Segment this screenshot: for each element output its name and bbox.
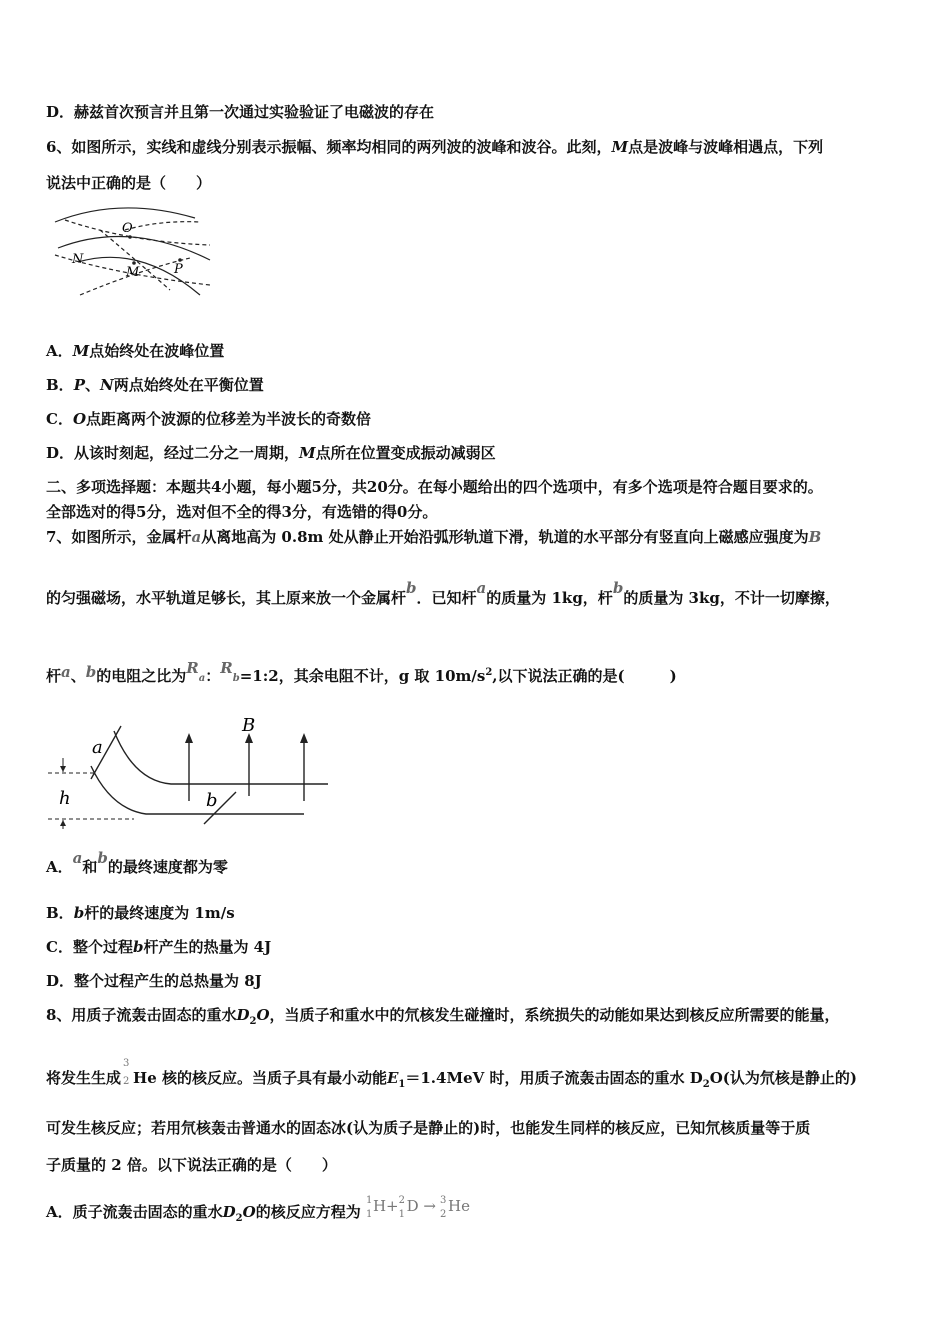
q6-opt-c-text: 点距离两个波源的位移差为半波长的奇数倍 bbox=[86, 410, 372, 428]
q6-stem-line1 bbox=[46, 137, 823, 157]
q8-text-4: 子质量的 2 倍。以下说法正确的是（ ） bbox=[46, 1156, 337, 1174]
q8-text-1b: ，当质子和重水中的氘核发生碰撞时，系统损失的动能如果达到核反应所需要的能量， bbox=[269, 1006, 840, 1024]
q7-text-1b: 从离地高为 0.8m 处从静止开始沿弧形轨道下滑，轨道的水平部分有竖直向上磁感应强度为 bbox=[201, 528, 809, 546]
q8-text-2b: He 核的核反应。当质子具有最小动能 bbox=[133, 1069, 387, 1087]
label-p: P bbox=[174, 262, 183, 277]
q7-stem-line3 bbox=[46, 659, 677, 689]
q7-opt-b-letter: B． bbox=[46, 904, 74, 922]
q8-stem-line1 bbox=[46, 1005, 840, 1032]
q8-eq-x2: D → bbox=[406, 1197, 436, 1215]
q6-wave-figure bbox=[50, 200, 220, 310]
label-m: M bbox=[126, 265, 140, 280]
q6-opt-a-text: 点始终处在波峰位置 bbox=[89, 342, 225, 360]
q6-stem-line2 bbox=[46, 173, 211, 193]
q6-option-b bbox=[46, 375, 264, 395]
q8-sub-2: 2 bbox=[249, 1016, 257, 1027]
q8-opt-a-o: O bbox=[242, 1203, 256, 1221]
q6-opt-c-var: O bbox=[72, 410, 87, 428]
q7-text-3c: =1:2，其余电阻不计，g 取 10m/s bbox=[239, 667, 486, 685]
q7-option-a bbox=[46, 849, 228, 877]
q5-option-d bbox=[46, 102, 434, 122]
q8-eq-x3: He bbox=[447, 1197, 470, 1215]
q8-d: D bbox=[236, 1006, 250, 1024]
q8-text-2d: O(认为氘核是静止的) bbox=[709, 1069, 857, 1087]
q6-option-d bbox=[46, 443, 496, 463]
q5-option-d-text: D．赫兹首次预言并且第一次通过实验验证了电磁波的存在 bbox=[46, 103, 435, 121]
q8-o: O bbox=[256, 1006, 270, 1024]
q7-var-b-2: b bbox=[612, 579, 624, 597]
q7-stem-line1 bbox=[46, 527, 821, 547]
label-b-field: B bbox=[242, 715, 256, 736]
q7-opt-a-and: 和 bbox=[82, 858, 98, 876]
q7-opt-a-text: 的最终速度都为零 bbox=[107, 858, 228, 876]
q7-var-a-2: a bbox=[476, 579, 487, 597]
q7-opt-a-var-b: b bbox=[97, 849, 108, 867]
q8-text-1a: 8、用质子流轰击固态的重水 bbox=[46, 1006, 237, 1024]
label-n: N bbox=[72, 252, 84, 267]
q7-var-r-b: R bbox=[220, 659, 233, 677]
q8-opt-a-d: D bbox=[222, 1203, 236, 1221]
q7-opt-c-var: b bbox=[132, 938, 144, 956]
q6-opt-b-letter: B． bbox=[46, 376, 74, 394]
section2-line2 bbox=[46, 502, 437, 522]
q8-sub-1: 1 bbox=[398, 1079, 406, 1090]
q8-he-z: 2 bbox=[123, 1076, 130, 1087]
q7-opt-a-var-a: a bbox=[72, 849, 83, 867]
q6-opt-d-text-pre: D．从该时刻起，经过二分之一周期， bbox=[46, 444, 300, 462]
q7-option-d bbox=[46, 971, 262, 991]
q8-sub-2b: 2 bbox=[702, 1079, 710, 1090]
q7-sub-a: a bbox=[198, 673, 206, 684]
q7-sep: 、 bbox=[70, 667, 86, 685]
q8-eq-x1: H+ bbox=[372, 1197, 399, 1215]
q8-eq-nuc3 bbox=[436, 1195, 448, 1220]
q6-opt-b-var-n: N bbox=[99, 376, 114, 394]
q7-rail-figure bbox=[46, 706, 331, 831]
q8-eq-m3: 3 bbox=[439, 1195, 447, 1206]
q7-option-c bbox=[46, 937, 271, 957]
q7-sub-b: b bbox=[232, 673, 240, 684]
q7-option-b bbox=[46, 903, 235, 923]
label-b-rod: b bbox=[206, 790, 218, 811]
q6-stem-text-b: 点是波峰与波峰相遇点，下列 bbox=[628, 138, 824, 156]
q6-opt-a-var: M bbox=[72, 342, 90, 360]
q7-opt-c-pre: C．整个过程 bbox=[46, 938, 133, 956]
q8-stem-line4 bbox=[46, 1155, 337, 1175]
q8-opt-a-sub: 2 bbox=[235, 1213, 243, 1224]
q7-text-3d: ,以下说法正确的是( ) bbox=[492, 667, 677, 685]
q7-var-r-a: R bbox=[186, 659, 199, 677]
q7-var-b-1: b bbox=[406, 579, 417, 597]
q7-var-a-3: a bbox=[61, 663, 71, 681]
q7-sup-2: 2 bbox=[485, 667, 493, 678]
q7-var-b-3: b bbox=[85, 663, 97, 681]
q6-opt-a-letter: A． bbox=[46, 342, 73, 360]
q8-he-mass: 3 bbox=[123, 1058, 130, 1069]
q8-text-2a: 将发生生成 bbox=[46, 1069, 122, 1087]
q7-opt-d-text: D．整个过程产生的总热量为 8J bbox=[46, 972, 262, 990]
q8-opt-a-pre: A．质子流轰击固态的重水 bbox=[46, 1203, 223, 1221]
label-h: h bbox=[59, 788, 71, 809]
q8-text-2c: ＝1.4MeV 时，用质子流轰击固态的重水 D bbox=[405, 1069, 703, 1087]
q7-opt-b-var: b bbox=[73, 904, 85, 922]
q7-opt-c-text: 杆产生的热量为 4J bbox=[143, 938, 272, 956]
section2-line1 bbox=[46, 477, 823, 497]
q8-opt-a-mid: 的核反应方程为 bbox=[255, 1203, 361, 1221]
q7-opt-a-letter: A． bbox=[46, 858, 73, 876]
q8-text-3: 可发生核反应；若用氘核轰击普通水的固态冰(认为质子是静止的)时，也能发生同样的核反应，已知氘核质量等于质 bbox=[46, 1119, 811, 1137]
q8-e: E bbox=[386, 1069, 399, 1087]
q7-text-3b: 的电阻之比为 bbox=[96, 667, 187, 685]
q8-eq-nuc2 bbox=[398, 1195, 407, 1220]
q7-stem-line2 bbox=[46, 579, 840, 608]
q6-var-m: M bbox=[611, 138, 629, 156]
q6-stem-text2: 说法中正确的是（ ） bbox=[46, 174, 212, 192]
q8-he-nuclide bbox=[121, 1058, 133, 1088]
q8-eq-z1: 1 bbox=[365, 1209, 373, 1220]
q7-var-b-field: B bbox=[808, 528, 822, 546]
q6-stem-text: 6、如图所示，实线和虚线分别表示振幅、频率均相同的两列波的波峰和波谷。此刻， bbox=[46, 138, 612, 156]
section2-text2: 全部选对的得5分，选对但不全的得3分，有选错的得0分。 bbox=[46, 503, 438, 521]
q7-var-a: a bbox=[191, 528, 202, 546]
label-a: a bbox=[92, 737, 103, 758]
q7-text-2b: ．已知杆 bbox=[416, 589, 477, 607]
q8-equation bbox=[365, 1195, 470, 1220]
q6-opt-d-var: M bbox=[299, 444, 316, 462]
q8-eq-z2: 1 bbox=[398, 1209, 405, 1220]
q6-opt-b-sep: 、 bbox=[84, 376, 100, 394]
q8-eq-m1: 1 bbox=[365, 1195, 373, 1206]
q6-opt-c-letter: C． bbox=[46, 410, 73, 428]
q6-opt-b-text: 两点始终处在平衡位置 bbox=[113, 376, 264, 394]
q7-text-3a: 杆 bbox=[46, 667, 62, 685]
q7-text-2c: 的质量为 1kg，杆 bbox=[486, 589, 613, 607]
q8-eq-nuc1 bbox=[365, 1195, 373, 1220]
q8-stem-line2 bbox=[46, 1058, 857, 1095]
q7-text-2d: 的质量为 3kg，不计一切摩擦， bbox=[623, 589, 840, 607]
q8-eq-m2: 2 bbox=[398, 1195, 405, 1206]
q6-option-c bbox=[46, 409, 371, 429]
section2-text1: 二、多项选择题：本题共4小题，每小题5分，共20分。在每小题给出的四个选项中，有多个选项是符合题目要求的。 bbox=[46, 478, 823, 496]
label-o: O bbox=[122, 221, 133, 236]
q8-stem-line3 bbox=[46, 1118, 810, 1138]
q7-text-1a: 7、如图所示，金属杆 bbox=[46, 528, 192, 546]
q7-text-2a: 的匀强磁场，水平轨道足够长，其上原来放一个金属杆 bbox=[46, 589, 407, 607]
q6-option-a bbox=[46, 341, 224, 361]
q6-opt-b-var-p: P bbox=[73, 376, 85, 394]
q8-eq-z3: 2 bbox=[439, 1209, 447, 1220]
q8-option-a bbox=[46, 1195, 470, 1229]
q6-opt-d-text: 点所在位置变成振动减弱区 bbox=[315, 444, 496, 462]
q7-opt-b-text: 杆的最终速度为 1m/s bbox=[84, 904, 235, 922]
q7-colon: ： bbox=[205, 667, 221, 685]
